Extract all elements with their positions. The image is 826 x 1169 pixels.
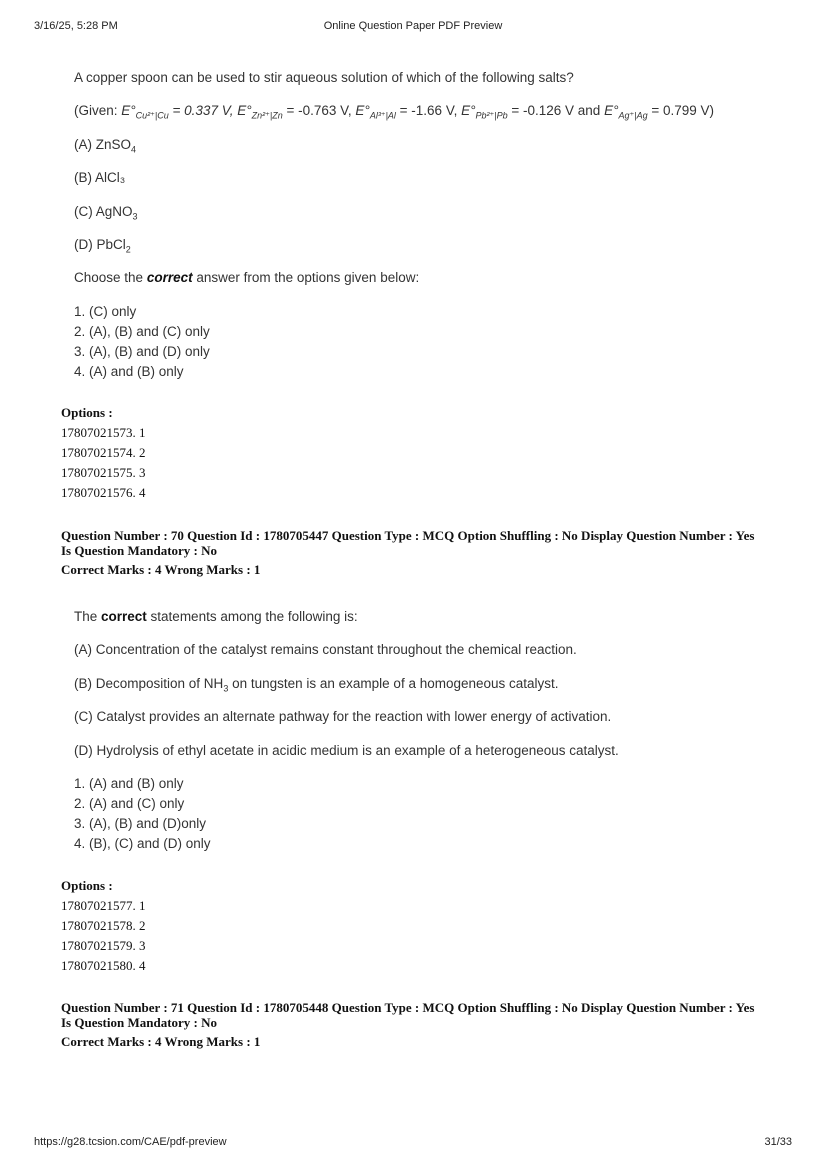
option-id-row: 17807021573. 1	[61, 425, 146, 440]
question-marks: Correct Marks : 4 Wrong Marks : 1	[61, 562, 261, 577]
question-marks: Correct Marks : 4 Wrong Marks : 1	[61, 1034, 261, 1049]
print-datetime: 3/16/25, 5:28 PM	[34, 20, 118, 32]
answer-choice-2: 2. (A) and (C) only	[74, 796, 185, 811]
statement-b: (B) Decomposition of $NH_3$ on tungsten is an example of a homogeneous catalyst.	[74, 676, 559, 694]
given-potentials: (Given: $E^\circ_{Cu^{2+}|Cu} = 0.337$ V, $E^\circ_{Zn^{2+}|Zn} = -0.763$ V, $E^\circ_{Al^{3+}|Al} = -1.66$ V, $E^\circ_{Pb^{2+}|Pb} = -0.126$ V and $E^\circ_{Ag^+|Ag} = 0.799$ V)	[74, 103, 714, 121]
option-id-row: 17807021578. 2	[61, 918, 146, 933]
options-title: Options :	[61, 878, 113, 893]
statement-c: (C) Catalyst provides an alternate pathway for the reaction with lower energy of activation.	[74, 709, 612, 724]
answer-choice-1: 1. (C) only	[74, 304, 137, 319]
option-id-row: 17807021576. 4	[61, 485, 146, 500]
statement-d: (D) Hydrolysis of ethyl acetate in acidic medium is an example of a heterogeneous catalyst.	[74, 743, 619, 758]
question-71-meta	[61, 1000, 781, 1049]
question-mandatory: Is Question Mandatory : No	[61, 1015, 218, 1030]
option-d: (D) PbCl$_2$	[74, 237, 131, 255]
question-meta-line: Question Number : 70 Question Id : 1780705447 Question Type : MCQ Option Shuffling : No Display Question Number : Yes	[61, 528, 755, 543]
answer-choice-3: 3. (A), (B) and (D) only	[74, 344, 210, 359]
question-70-meta	[61, 528, 781, 577]
option-a: (A) ZnSO$_4$	[74, 137, 137, 155]
page-url: https://g28.tcsion.com/CAE/pdf-preview	[34, 1136, 227, 1148]
answer-choice-4: 4. (A) and (B) only	[74, 364, 184, 379]
option-id-row: 17807021579. 3	[61, 938, 146, 953]
option-id-row: 17807021574. 2	[61, 445, 146, 460]
answer-choice-2: 2. (A), (B) and (C) only	[74, 324, 210, 339]
question-stem: The correct statements among the following is:	[74, 609, 358, 624]
statement-a: (A) Concentration of the catalyst remains constant throughout the chemical reaction.	[74, 642, 577, 657]
page-number: 31/33	[764, 1136, 792, 1148]
options-title: Options :	[61, 405, 113, 420]
option-b: (B) AlCl₃	[74, 170, 126, 185]
answer-choice-1: 1. (A) and (B) only	[74, 776, 184, 791]
answer-choice-3: 3. (A), (B) and (D)only	[74, 816, 207, 831]
answer-choice-4: 4. (B), (C) and (D) only	[74, 836, 211, 851]
question-mandatory: Is Question Mandatory : No	[61, 543, 218, 558]
option-c: (C) AgNO$_3$	[74, 204, 138, 222]
choose-instruction: Choose the correct answer from the options given below:	[74, 270, 420, 285]
question-stem: A copper spoon can be used to stir aqueous solution of which of the following salts?	[74, 70, 574, 85]
page-title: Online Question Paper PDF Preview	[323, 20, 503, 32]
question-meta-line: Question Number : 71 Question Id : 1780705448 Question Type : MCQ Option Shuffling : No Display Question Number : Yes	[61, 1000, 755, 1015]
option-id-row: 17807021580. 4	[61, 958, 146, 973]
option-id-row: 17807021577. 1	[61, 898, 146, 913]
option-id-row: 17807021575. 3	[61, 465, 146, 480]
